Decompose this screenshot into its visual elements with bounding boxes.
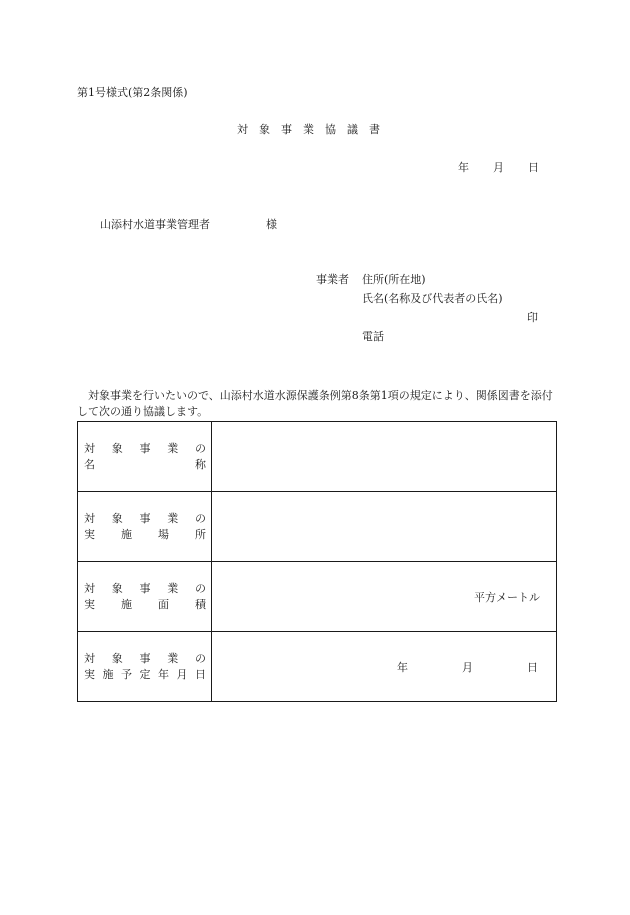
table-row [78, 632, 557, 702]
label-char: 業 [167, 441, 179, 455]
table-row [78, 492, 557, 562]
intro-paragraph [77, 388, 557, 420]
phone-label: 電話 [362, 330, 384, 343]
scheduled-month-label: 月 [462, 660, 473, 674]
title-char: 業 [303, 123, 314, 136]
project-area-label-cell [78, 562, 212, 632]
label-char: 名 [84, 457, 95, 471]
label-char: 予 [121, 667, 132, 681]
applicant-role-label: 事業者 [316, 273, 349, 286]
label-line [84, 457, 206, 473]
label-char: 称 [195, 457, 206, 471]
intro-text: 対象事業を行いたいので、山添村水道水源保護条例第8条第1項の規定により、関係図書を添付して次の通り協議します。 [77, 389, 553, 418]
table-row [78, 562, 557, 632]
label-char: 実 [84, 527, 95, 541]
label-char: 業 [167, 581, 179, 595]
date-day-label: 日 [528, 161, 539, 174]
label-char: 事 [139, 441, 151, 455]
label-char: の [195, 441, 206, 455]
project-date-label-cell [78, 632, 212, 702]
submission-date [458, 162, 539, 173]
scheduled-day-label: 日 [527, 660, 538, 674]
document-title [237, 124, 380, 135]
label-line [84, 597, 206, 613]
label-char: 実 [84, 597, 95, 611]
date-month-label: 月 [493, 161, 504, 174]
details-table [77, 421, 557, 702]
address-label: 住所(所在地) [362, 273, 426, 286]
date-year-label: 年 [458, 161, 469, 174]
label-char: 面 [158, 597, 169, 611]
area-unit-label: 平方メートル [474, 590, 540, 604]
label-char: 所 [195, 527, 206, 541]
label-char: 積 [195, 597, 206, 611]
label-char: 対 [84, 581, 95, 595]
scheduled-year-label: 年 [397, 660, 408, 674]
label-char: 月 [176, 667, 188, 681]
label-char: 場 [158, 527, 169, 541]
label-char: 象 [111, 651, 123, 665]
label-char: 年 [158, 667, 169, 681]
label-char: 業 [167, 651, 179, 665]
label-char: 業 [167, 511, 179, 525]
project-location-field[interactable] [212, 492, 557, 562]
project-name-field[interactable] [212, 422, 557, 492]
project-location-label-cell [78, 492, 212, 562]
project-date-field[interactable] [212, 632, 557, 702]
label-char: 象 [111, 441, 123, 455]
label-line [84, 581, 206, 597]
recipient-honorific: 様 [266, 218, 277, 231]
label-char: の [195, 511, 206, 525]
title-char: 書 [369, 123, 380, 136]
form-number: 第1号様式(第2条関係) [77, 86, 188, 99]
title-char: 対 [237, 123, 248, 136]
label-line [84, 441, 206, 457]
label-char: 事 [139, 511, 151, 525]
title-char: 象 [259, 123, 270, 136]
label-char: 対 [84, 651, 95, 665]
scheduled-date [397, 659, 538, 675]
title-char: 議 [347, 123, 358, 136]
title-char: 協 [325, 123, 336, 136]
label-line [84, 651, 206, 667]
label-char: 施 [102, 667, 114, 681]
label-char: 象 [111, 511, 123, 525]
recipient-name: 山添村水道事業管理者 [100, 218, 210, 231]
label-char: 実 [84, 667, 95, 681]
label-char: 対 [84, 511, 95, 525]
label-char: 施 [121, 597, 132, 611]
label-char: の [195, 651, 206, 665]
label-char: 事 [139, 651, 151, 665]
project-name-label-cell [78, 422, 212, 492]
name-label: 氏名(名称及び代表者の氏名) [362, 292, 503, 305]
title-char: 事 [281, 123, 292, 136]
label-char: 定 [139, 667, 151, 681]
label-line [84, 667, 206, 683]
label-char: 施 [121, 527, 132, 541]
label-line [84, 527, 206, 543]
label-char: 日 [195, 667, 206, 681]
label-char: 事 [139, 581, 151, 595]
label-char: の [195, 581, 206, 595]
project-area-field[interactable] [212, 562, 557, 632]
seal-mark: 印 [527, 311, 538, 324]
table-row [78, 422, 557, 492]
label-char: 象 [111, 581, 123, 595]
label-line [84, 511, 206, 527]
label-char: 対 [84, 441, 95, 455]
